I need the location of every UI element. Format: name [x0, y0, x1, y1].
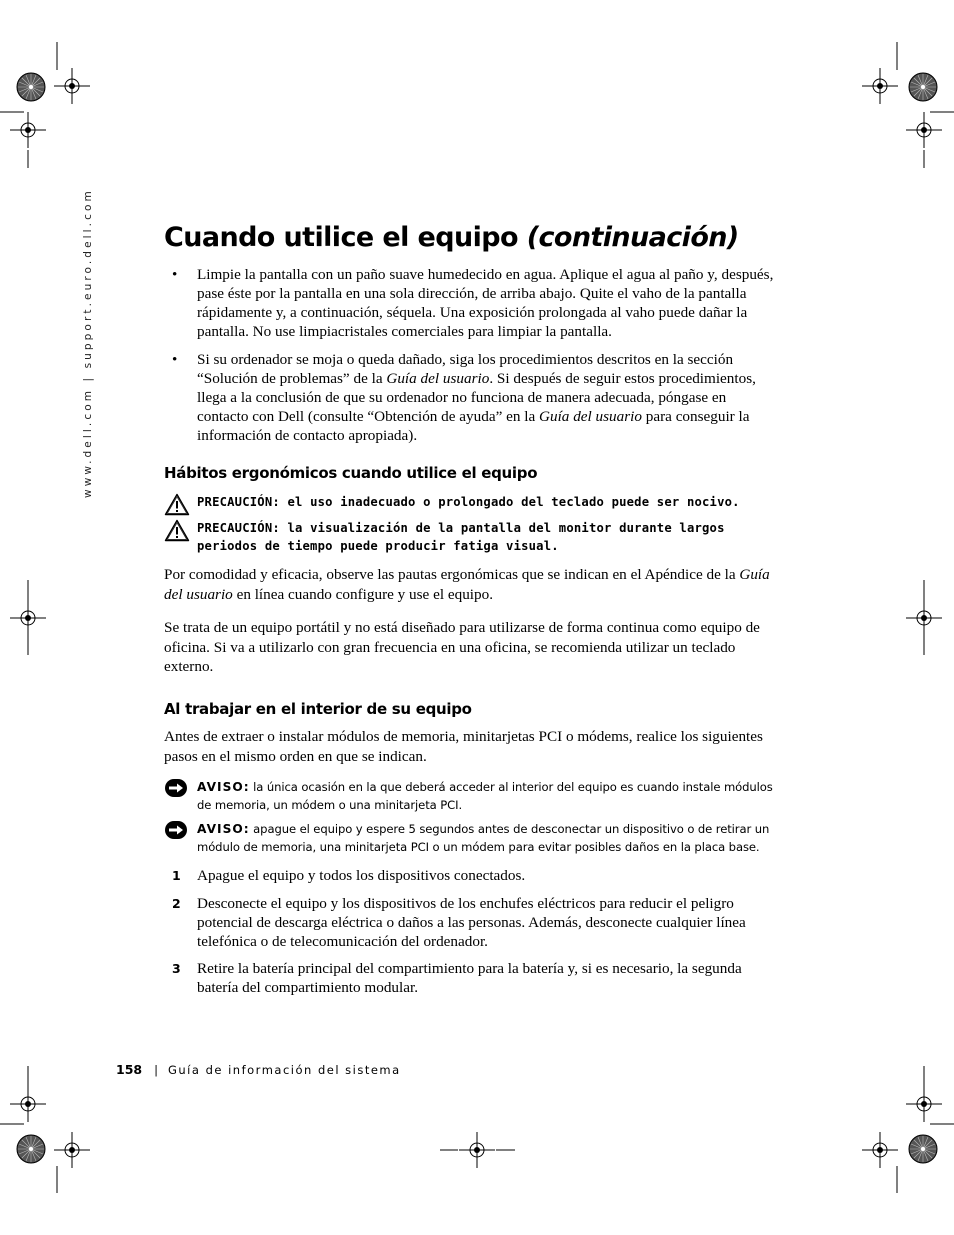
- crosshair-icon: [10, 112, 46, 148]
- crosshair-icon: [54, 1132, 90, 1168]
- guide-title: Guía de información del sistema: [167, 1063, 401, 1077]
- guide-reference: Guía del usuario: [539, 408, 642, 425]
- crosshair-icon: [906, 600, 942, 636]
- aviso-label: AVISO:: [197, 822, 250, 836]
- notice-hand-icon: [164, 778, 188, 798]
- crosshair-icon: [906, 1086, 942, 1122]
- crosshair-icon: [10, 1086, 46, 1122]
- side-url: www.dell.com | support.euro.dell.com: [82, 188, 94, 498]
- crosshair-icon: [906, 112, 942, 148]
- bullet-item: [164, 265, 776, 341]
- aviso-text: apague el equipo y espere 5 segundos antes de desconectar un dispositivo o de retirar un módulo de memoria, una minitarjeta PCI o un módem para evitar posibles daños en la placa base.: [197, 822, 770, 854]
- bullet-text-part: Si su ordenador se moja o queda dañado, siga los procedimientos descritos en la sección “Solución de problemas” de la: [197, 351, 734, 387]
- caution-notice: [164, 493, 779, 511]
- step-item: [164, 866, 776, 885]
- paragraph: Antes de extraer o instalar módulos de memoria, minitarjetas PCI o módems, realice los siguientes pasos en el mismo orden en que se indican.: [164, 728, 763, 765]
- warning-triangle-icon: [164, 519, 190, 542]
- step-text: Desconecte el equipo y los dispositivos de los enchufes eléctricos para reducir el peligro potencial de descarga eléctrica o daños a las personas. Además, desconecte cualquier línea telefónica o de telecomunicación del ordenador.: [197, 895, 746, 950]
- star-target-icon: [17, 1135, 45, 1163]
- caution-label: PRECAUCIÓN:: [197, 495, 280, 509]
- bullet-text: [197, 350, 776, 445]
- bullet-text-part: . Si después de seguir estos procedimientos, llega a la conclusión de que su ordenador no funciona de manera adecuada, póngase en contacto con Dell (consulte “Obtención de ayuda” en la: [197, 370, 756, 425]
- crosshair-icon: [10, 600, 46, 636]
- paragraph: [164, 565, 774, 604]
- section-heading-inside-computer: Al trabajar en el interior de su equipo: [164, 700, 472, 718]
- bullet-text: Limpie la pantalla con un paño suave humedecido en agua. Aplique el agua al paño y, después, pase éste por la pantalla en una sola dirección, de arriba abajo. Quite el vaho de la pantalla rápidamente y, a continuación, séquela. Una exposición prolongada al vaho puede dañar la pantalla. No use limpiacristales comerciales para limpiar la pantalla.: [197, 266, 774, 340]
- bullet-marker: •: [172, 266, 178, 283]
- crosshair-icon: [862, 1132, 898, 1168]
- star-target-icon: [17, 73, 45, 101]
- section-heading-ergonomics: Hábitos ergonómicos cuando utilice el equipo: [164, 464, 538, 482]
- paragraph-part: Por comodidad y eficacia, observe las pautas ergonómicas que se indican en el Apéndice de la: [164, 566, 740, 583]
- page-footer: [116, 1062, 401, 1077]
- title-italic: (continuación): [526, 222, 739, 253]
- step-item: [164, 894, 776, 951]
- aviso-notice: [164, 778, 779, 814]
- crosshair-icon: [54, 68, 90, 104]
- title-main: Cuando utilice el equipo: [164, 222, 527, 253]
- step-item: [164, 959, 776, 997]
- step-number: 2: [172, 896, 181, 911]
- footer-separator: |: [154, 1063, 158, 1077]
- bullet-text-part: para conseguir la información de contacto apropiada).: [197, 408, 750, 444]
- bullet-item: [164, 350, 776, 445]
- page-title: [164, 222, 739, 253]
- paragraph-part: en línea cuando configure y use el equipo.: [232, 585, 493, 603]
- caution-notice: [164, 519, 779, 555]
- caution-label: PRECAUCIÓN:: [197, 521, 280, 535]
- page-number: 158: [116, 1062, 143, 1077]
- step-text: Retire la batería principal del compartimiento para la batería y, si es necesario, la segunda batería del compartimiento modular.: [197, 960, 742, 996]
- guide-reference: Guía del usuario: [164, 566, 770, 603]
- bullet-marker: •: [172, 351, 178, 368]
- notice-hand-icon: [164, 820, 188, 840]
- aviso-text: la única ocasión en la que deberá acceder al interior del equipo es cuando instale módulos de memoria, un módem o una minitarjeta PCI.: [197, 780, 773, 812]
- star-target-icon: [909, 73, 937, 101]
- guide-reference: Guía del usuario: [386, 370, 490, 387]
- caution-text: la visualización de la pantalla del monitor durante largos periodos de tiempo puede producir fatiga visual.: [197, 521, 725, 553]
- crosshair-icon: [862, 68, 898, 104]
- crosshair-icon: [459, 1132, 495, 1168]
- star-target-icon: [909, 1135, 937, 1163]
- step-text: Apague el equipo y todos los dispositivos conectados.: [197, 867, 526, 884]
- paragraph: Se trata de un equipo portátil y no está diseñado para utilizarse de forma continua como equipo de oficina. Si va a utilizarlo con gran frecuencia en una oficina, se recomienda utilizar un teclado externo.: [164, 619, 760, 675]
- step-number: 3: [172, 961, 181, 976]
- caution-text: el uso inadecuado o prolongado del teclado puede ser nocivo.: [279, 495, 740, 509]
- step-number: 1: [172, 868, 181, 883]
- warning-triangle-icon: [164, 493, 190, 516]
- aviso-notice: [164, 820, 779, 856]
- aviso-label: AVISO:: [197, 780, 250, 794]
